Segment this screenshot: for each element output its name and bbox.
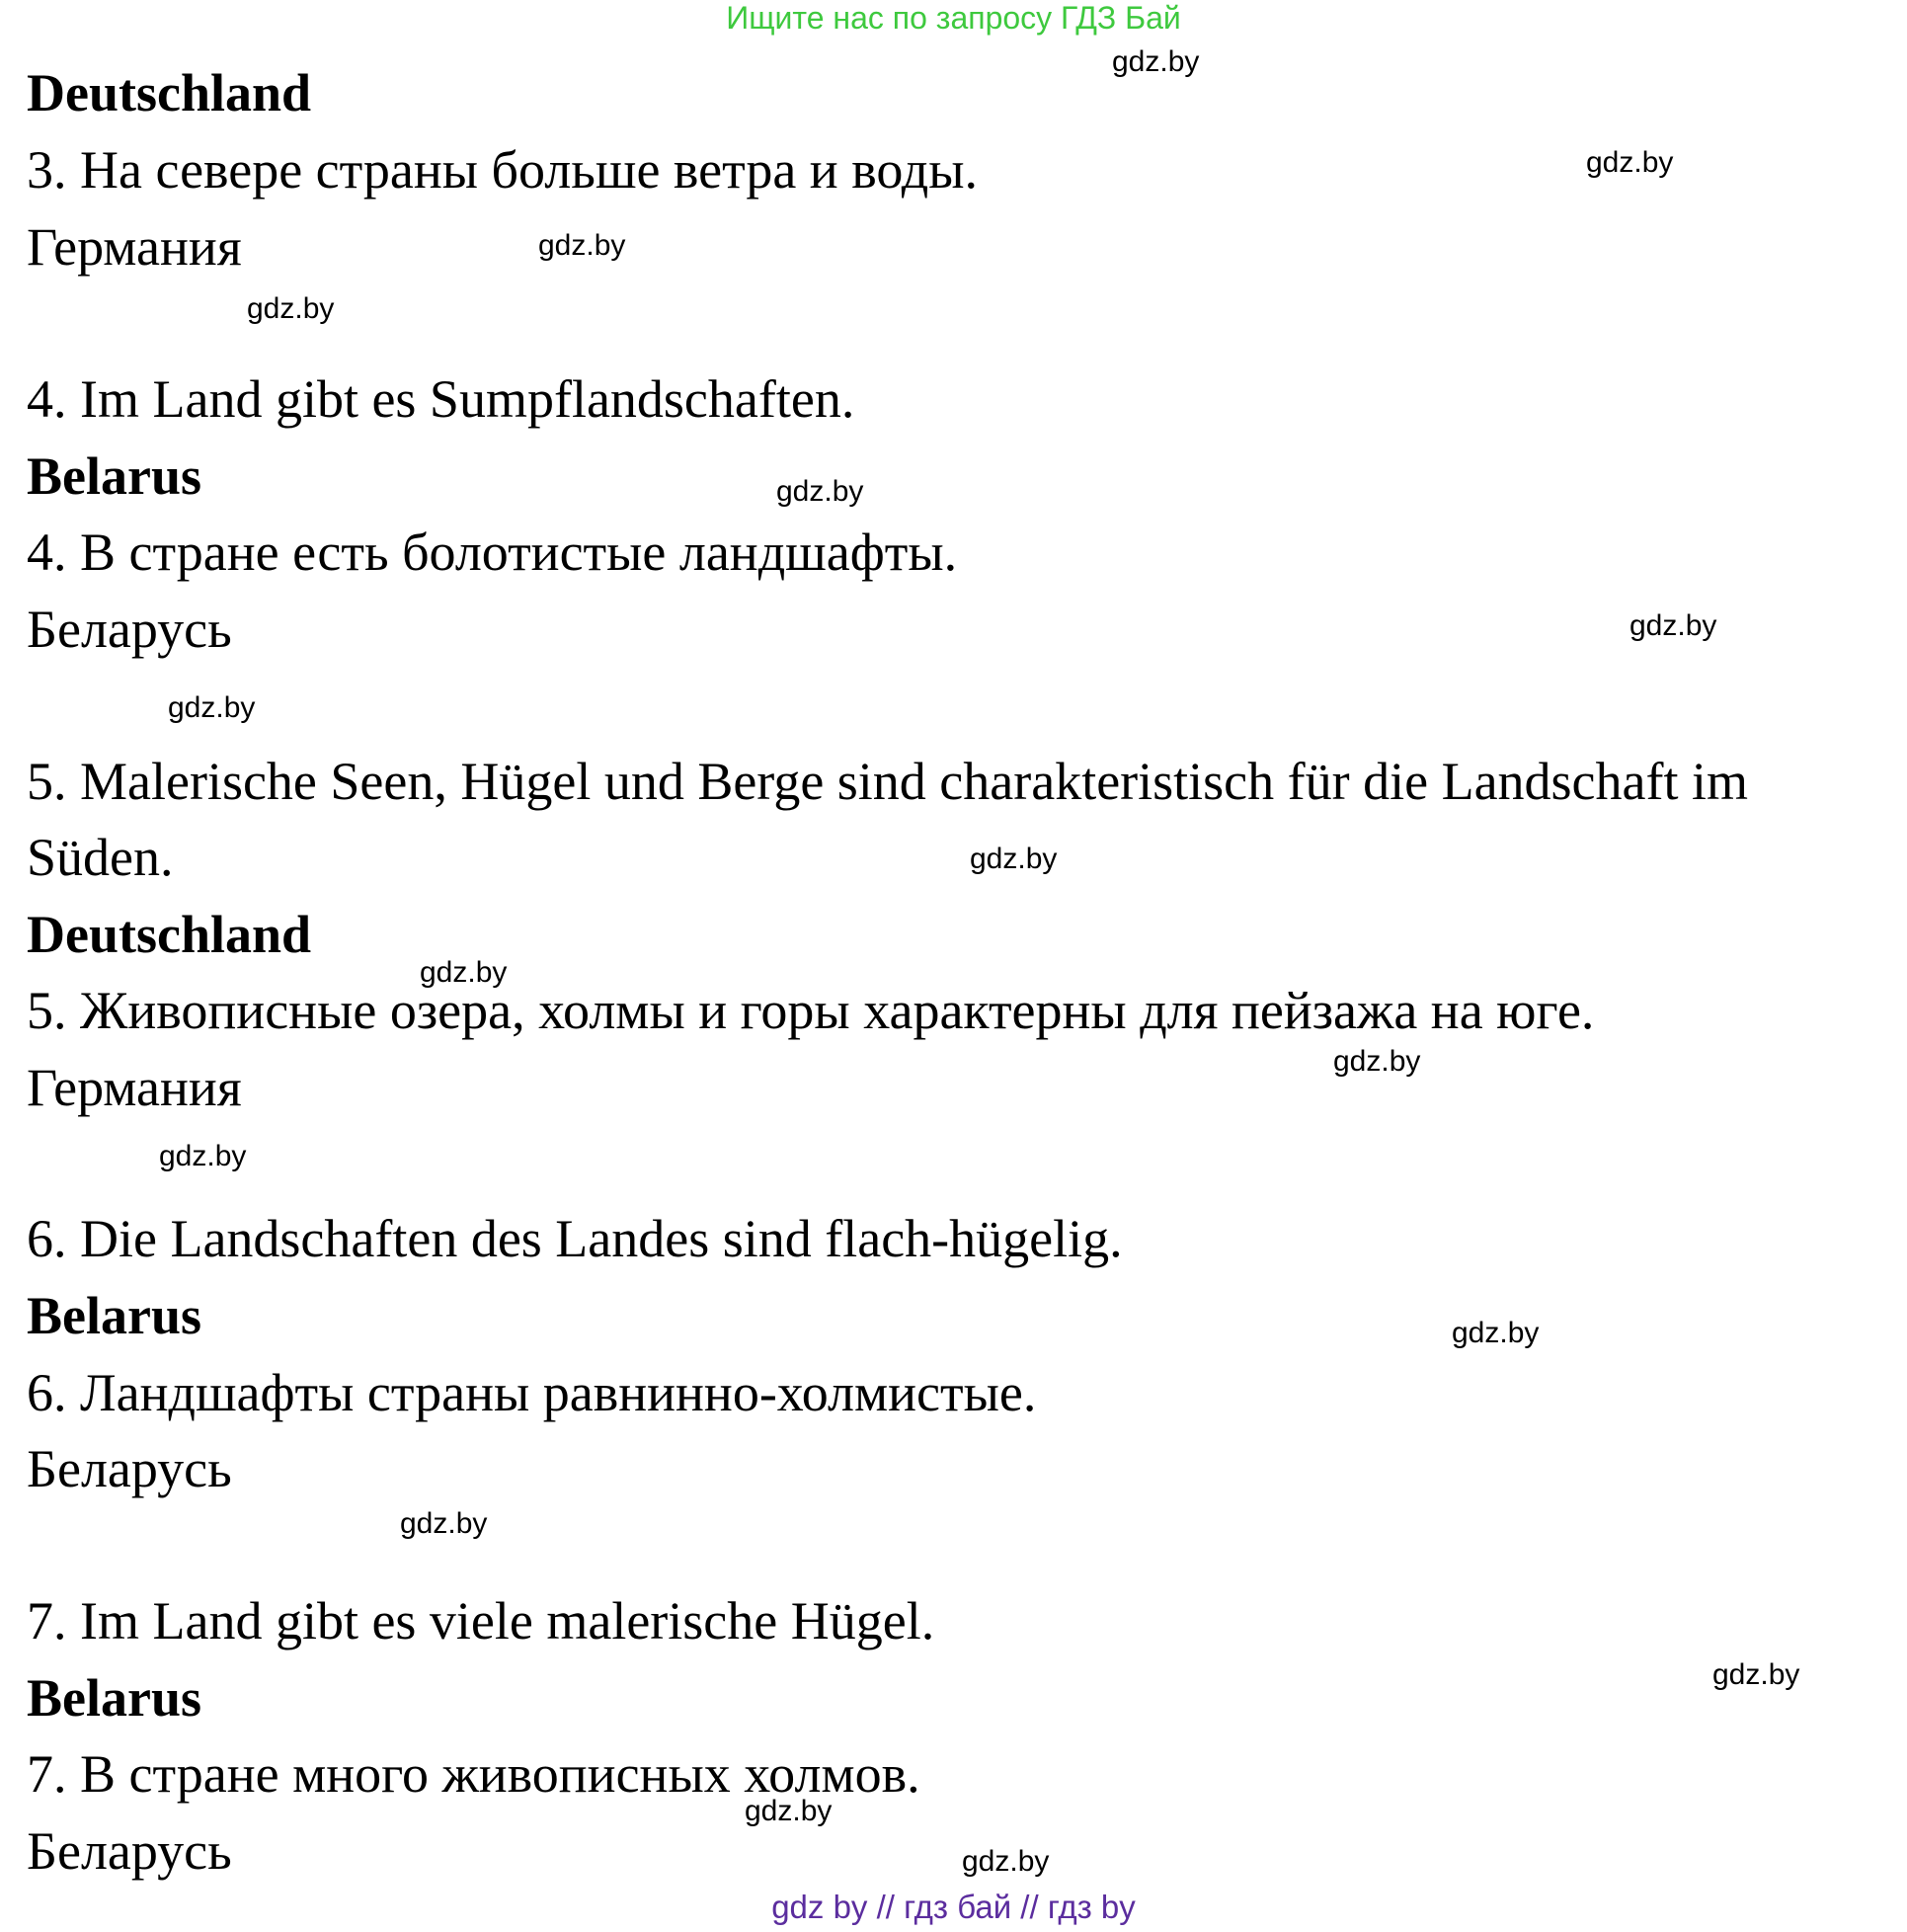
answer-sentence-de: 7. Im Land gibt es viele malerische Hügel. (27, 1591, 935, 1650)
watermark: gdz.by (159, 1140, 247, 1172)
watermark: gdz.by (970, 843, 1058, 875)
answer-sentence-ru: 6. Ландшафты страны равнинно-холмистые. (27, 1363, 1037, 1422)
answer-sentence-ru: 7. В стране много живописных холмов. (27, 1744, 920, 1804)
watermark: gdz.by (1712, 1658, 1800, 1691)
answer-country-ru: Беларусь (27, 1439, 232, 1498)
footer-links[interactable]: gdz by // гдз бай // гдз by (771, 1889, 1136, 1925)
answer-country-heading: Belarus (27, 446, 202, 506)
watermark: gdz.by (1333, 1045, 1421, 1078)
answer-country-ru: Германия (27, 217, 242, 277)
answer-sentence-ru: 4. В стране есть болотистые ландшафты. (27, 523, 958, 582)
answer-country-heading: Deutschland (27, 905, 312, 964)
answer-sentence-de-cont: Süden. (27, 828, 174, 887)
watermark: gdz.by (247, 292, 335, 325)
watermark: gdz.by (168, 691, 256, 724)
answer-country-heading: Belarus (27, 1286, 202, 1345)
answer-country-heading: Belarus (27, 1668, 202, 1728)
watermark: gdz.by (1452, 1317, 1540, 1349)
watermark: gdz.by (400, 1507, 488, 1540)
watermark: gdz.by (1586, 146, 1674, 179)
search-banner[interactable]: Ищите нас по запросу ГДЗ Бай (726, 0, 1181, 36)
watermark: gdz.by (1629, 609, 1717, 642)
answer-country-ru: Беларусь (27, 600, 232, 659)
answer-sentence-ru: 3. На севере страны больше ветра и воды. (27, 140, 979, 200)
answer-sentence-de: 5. Malerische Seen, Hügel und Berge sind charakteristisch für die Landschaft im (27, 752, 1748, 811)
watermark: gdz.by (538, 229, 626, 262)
answer-country-ru: Беларусь (27, 1821, 232, 1881)
answer-sentence-de: 6. Die Landschaften des Landes sind flach-hügelig. (27, 1209, 1123, 1268)
watermark: gdz.by (745, 1795, 833, 1827)
answer-sentence-ru: 5. Живописные озера, холмы и горы характерны для пейзажа на юге. (27, 981, 1595, 1040)
watermark: gdz.by (962, 1845, 1050, 1878)
watermark: gdz.by (1112, 45, 1200, 78)
answer-country-heading: Deutschland (27, 63, 312, 122)
answer-sentence-de: 4. Im Land gibt es Sumpflandschaften. (27, 369, 855, 429)
watermark: gdz.by (776, 475, 864, 508)
answer-country-ru: Германия (27, 1058, 242, 1117)
watermark: gdz.by (420, 956, 508, 989)
